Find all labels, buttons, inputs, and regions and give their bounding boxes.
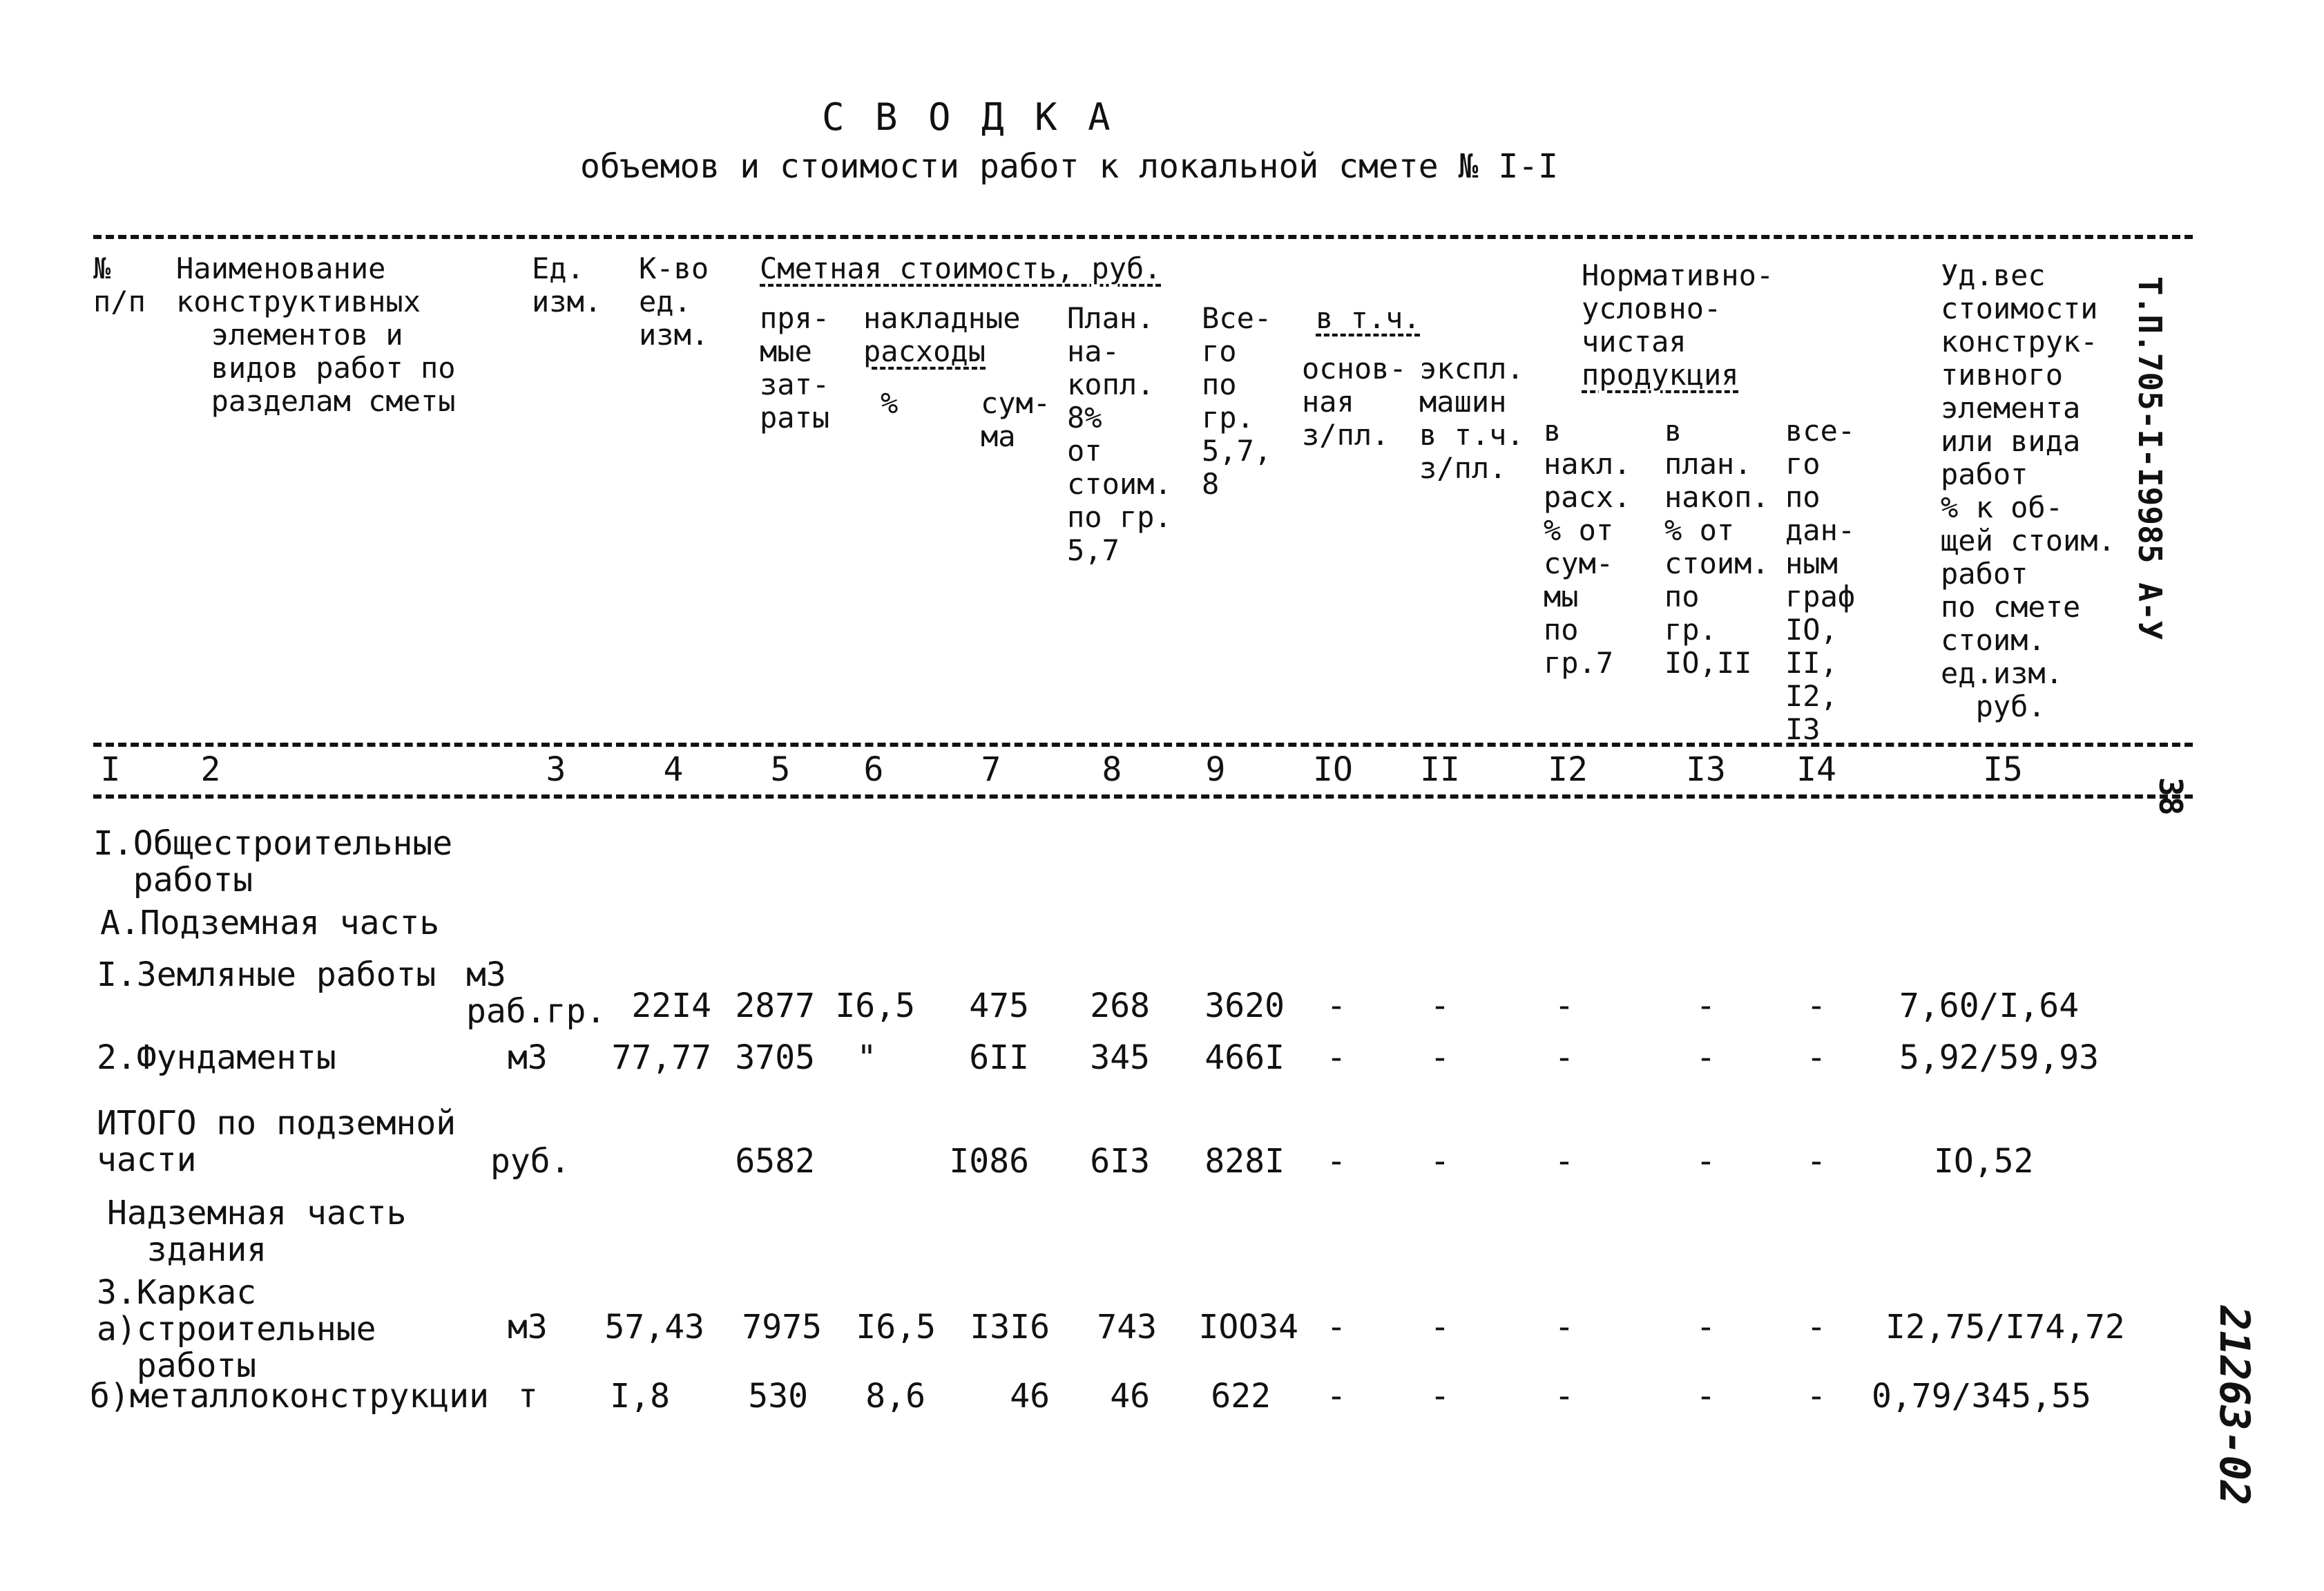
header-col-5: пря- мые зат- раты: [760, 301, 830, 435]
table-row-unit: м3 раб.гр.: [466, 955, 606, 1031]
header-col-2: Наименование конструктивных элементов и видов работ по разделам сметы: [176, 251, 456, 418]
section-underground: А.Подземная часть: [100, 904, 440, 942]
table-row-c14: -: [1806, 1038, 1827, 1077]
col-number-7: 7: [981, 750, 1001, 789]
section-above-ground: Надземная часть здания: [107, 1194, 407, 1269]
header-group-norm: Нормативно- условно- чистая: [1582, 258, 1774, 359]
col-number-15: I5: [1983, 750, 2023, 789]
header-incl: в т.ч.: [1316, 301, 1421, 335]
table-row-c13: -: [1696, 1377, 1716, 1416]
table-row-total: 3620: [1204, 987, 1285, 1025]
table-row-plan: 268: [1090, 987, 1150, 1025]
table-row-c15: 5,92/59,93: [1899, 1038, 2099, 1077]
table-row-c14: -: [1806, 1377, 1827, 1416]
table-row-c10: -: [1326, 1308, 1347, 1346]
table-row-c14: -: [1806, 987, 1827, 1025]
table-row-total: 466I: [1204, 1038, 1285, 1077]
table-row-c13: -: [1696, 1308, 1716, 1346]
table-row-sum: 475: [969, 987, 1029, 1025]
table-row-direct: 530: [748, 1377, 808, 1416]
table-row-c10: -: [1326, 987, 1347, 1025]
header-col-10: основ- ная з/пл.: [1302, 352, 1407, 452]
table-row-c14: -: [1806, 1308, 1827, 1346]
section-general-works: I.Общестроительные работы: [93, 824, 453, 899]
header-col-1: № п/п: [93, 251, 146, 318]
col-number-5: 5: [770, 750, 791, 789]
header-col-6: %: [881, 386, 899, 420]
header-col-7: сум- ма: [981, 386, 1051, 453]
table-row-unit: м3: [508, 1308, 548, 1346]
table-row-direct: 3705: [735, 1038, 815, 1077]
table-row-c11: -: [1430, 1038, 1450, 1077]
table-row-sum: I3I6: [970, 1308, 1050, 1346]
table-row-pct: ": [856, 1038, 877, 1077]
col-number-13: I3: [1686, 750, 1726, 789]
table-row-plan: 6I3: [1090, 1142, 1150, 1181]
table-row-sum: I086: [949, 1142, 1029, 1181]
table-row-name: б)металлоконструкции: [90, 1377, 489, 1416]
side-page-number: 38: [2152, 777, 2189, 816]
header-col-15: Уд.вес стоимости конструк- тивного элемента или вида работ % к об- щей стоим. работ по смете стоим. ед.изм. руб.: [1941, 258, 2115, 723]
header-col-11: экспл. машин в т.ч. з/пл.: [1419, 352, 1524, 485]
header-col-8: План. на- копл. 8% от стоим. по гр. 5,7: [1067, 301, 1172, 567]
col-number-11: II: [1420, 750, 1460, 789]
side-sheet-code: 21263-02: [2210, 1306, 2258, 1505]
table-row-c10: -: [1326, 1038, 1347, 1077]
table-row-c14: -: [1806, 1142, 1827, 1181]
col-number-14: I4: [1796, 750, 1836, 789]
table-row-plan: 743: [1097, 1308, 1157, 1346]
col-number-2: 2: [200, 750, 221, 789]
table-row-qty: 77,77: [611, 1038, 711, 1077]
table-row-direct: 7975: [742, 1308, 822, 1346]
header-col-13: в план. накоп. % от стоим. по гр. IO,II: [1664, 414, 1769, 680]
header-col-12: в накл. расх. % от сум- мы по гр.7: [1544, 414, 1631, 680]
table-row-pct: 8,6: [865, 1377, 925, 1416]
header-overhead-2: расходы: [863, 334, 986, 368]
table-row-name: 2.Фундаменты: [97, 1038, 336, 1077]
header-col-4: К-во ед. изм.: [639, 251, 709, 352]
table-row-c13: -: [1696, 1142, 1716, 1181]
col-number-rule: [93, 794, 2193, 799]
table-row-plan: 345: [1090, 1038, 1150, 1077]
table-row-c15: I2,75/I74,72: [1885, 1308, 2125, 1346]
table-row-c11: -: [1430, 987, 1450, 1025]
table-row-c11: -: [1430, 1377, 1450, 1416]
table-row-c13: -: [1696, 987, 1716, 1025]
header-bottom-rule: [93, 743, 2193, 747]
header-group-norm-2: продукция: [1582, 358, 1739, 392]
table-row-sum: 6II: [969, 1038, 1029, 1077]
table-row-c11: -: [1430, 1142, 1450, 1181]
table-row-c13: -: [1696, 1038, 1716, 1077]
table-row-c10: -: [1326, 1142, 1347, 1181]
table-row-c12: -: [1554, 1308, 1575, 1346]
table-row-unit: руб.: [490, 1142, 570, 1181]
header-group-cost: Сметная стоимость, руб.: [760, 251, 1162, 285]
table-row-c10: -: [1326, 1377, 1347, 1416]
table-row-total: 828I: [1204, 1142, 1285, 1181]
table-row-name: I.Земляные работы: [97, 955, 436, 994]
col-number-4: 4: [663, 750, 684, 789]
document-subtitle: объемов и стоимости работ к локальной смете № I-I: [580, 147, 1559, 186]
table-row-unit: м3: [508, 1038, 548, 1077]
table-row-c12: -: [1554, 1377, 1575, 1416]
table-row-unit: т: [518, 1377, 538, 1416]
table-row-c15: 7,60/I,64: [1899, 987, 2080, 1025]
table-row-c12: -: [1554, 1038, 1575, 1077]
header-top-rule: [93, 235, 2193, 239]
table-row-total: 622: [1211, 1377, 1271, 1416]
side-doc-code: Т.П.705-I-I9985 А-У: [2131, 276, 2169, 640]
table-row-qty: I,8: [610, 1377, 670, 1416]
table-row-c12: -: [1554, 1142, 1575, 1181]
header-col-9: Все- го по гр. 5,7, 8: [1202, 301, 1272, 501]
table-row-c15: IO,52: [1934, 1142, 2034, 1181]
header-col-14: все- го по дан- ным граф IO, II, I2, I3: [1785, 414, 1856, 746]
table-row-pct: I6,5: [856, 1308, 936, 1346]
table-row-direct: 2877: [735, 987, 815, 1025]
col-number-6: 6: [863, 750, 884, 789]
table-row-name: ИТОГО по подземной части: [97, 1104, 457, 1179]
table-row-c15: 0,79/345,55: [1872, 1377, 2091, 1416]
document-title: С В О Д К А: [822, 95, 1115, 139]
table-row-qty: 57,43: [604, 1308, 704, 1346]
table-row-qty: 22I4: [631, 987, 711, 1025]
table-row-c12: -: [1554, 987, 1575, 1025]
table-row-name: 3.Каркас а)строительные работы: [97, 1273, 376, 1385]
table-row-direct: 6582: [735, 1142, 815, 1181]
col-number-9: 9: [1205, 750, 1226, 789]
table-row-sum: 46: [1010, 1377, 1050, 1416]
col-number-8: 8: [1102, 750, 1122, 789]
col-number-12: I2: [1548, 750, 1588, 789]
table-row-c11: -: [1430, 1308, 1450, 1346]
col-number-10: IO: [1313, 750, 1353, 789]
col-number-3: 3: [546, 750, 566, 789]
table-row-plan: 46: [1110, 1377, 1150, 1416]
header-overhead: накладные: [863, 301, 1021, 335]
header-col-3: Ед. изм.: [532, 251, 602, 318]
table-row-pct: I6,5: [835, 987, 915, 1025]
table-row-total: IOO34: [1198, 1308, 1298, 1346]
col-number-1: I: [100, 750, 121, 789]
